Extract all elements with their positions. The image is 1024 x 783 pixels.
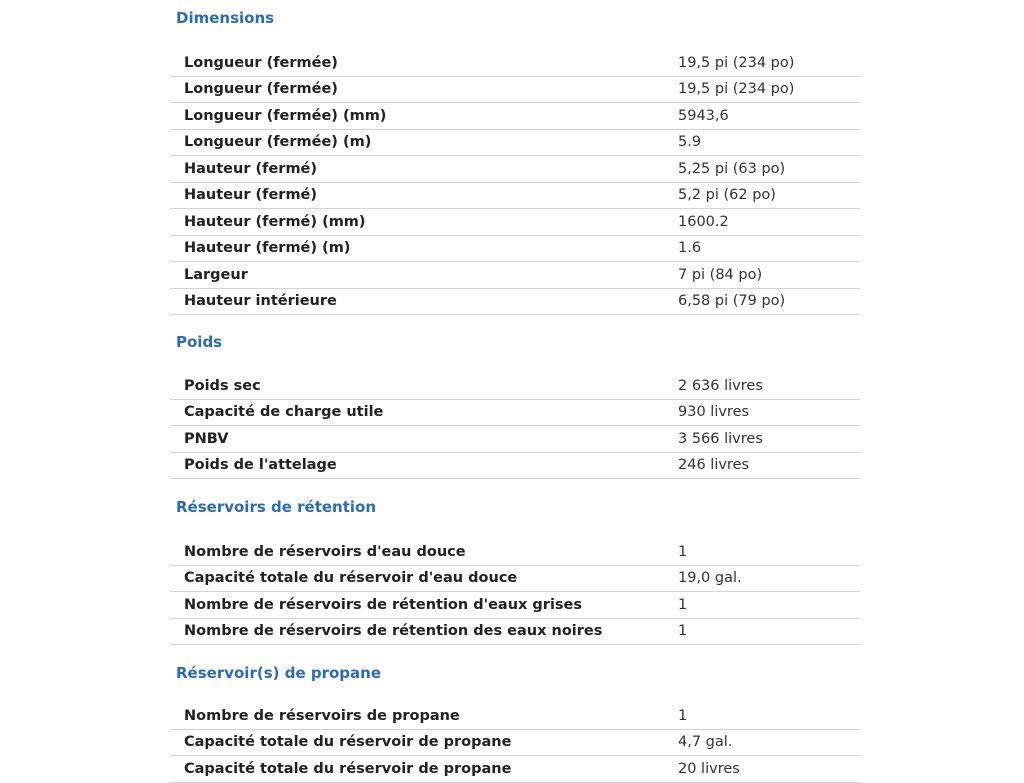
spec-sheet	[170, 0, 860, 783]
spec-label: Largeur	[184, 266, 248, 283]
spec-value: 930 livres	[678, 404, 750, 421]
section-title: Réservoir(s) de propane	[176, 664, 381, 682]
section-dimensions	[170, 0, 860, 315]
spec-row	[170, 756, 860, 783]
spec-value: 2 636 livres	[678, 377, 763, 394]
spec-label: Longueur (fermée) (mm)	[184, 107, 387, 124]
spec-value: 1	[678, 707, 688, 724]
spec-label: Nombre de réservoirs de rétention d'eaux grises	[184, 596, 583, 613]
spec-row	[170, 77, 860, 104]
spec-row	[170, 262, 860, 289]
spec-value: 20 livres	[678, 760, 740, 777]
spec-label: Nombre de réservoirs d'eau douce	[184, 543, 466, 560]
spec-value: 1600.2	[678, 213, 729, 230]
spec-value: 1	[678, 596, 688, 613]
spec-value: 5,2 pi (62 po)	[678, 187, 776, 204]
spec-row	[170, 539, 860, 566]
spec-row	[170, 209, 860, 236]
spec-label: Hauteur (fermé) (mm)	[184, 213, 366, 230]
section-reservoirs-retention	[170, 479, 860, 645]
spec-label: Capacité totale du réservoir de propane	[184, 760, 512, 777]
spec-value: 5.9	[678, 134, 702, 151]
spec-row	[170, 156, 860, 183]
spec-label: Nombre de réservoirs de propane	[184, 707, 460, 724]
spec-label: Nombre de réservoirs de rétention des eaux noires	[184, 623, 603, 640]
spec-value: 6,58 pi (79 po)	[678, 293, 786, 310]
spec-row	[170, 183, 860, 210]
spec-label: Hauteur (fermé)	[184, 187, 318, 204]
spec-table	[170, 539, 860, 645]
spec-label: Hauteur intérieure	[184, 293, 337, 310]
spec-value: 3 566 livres	[678, 430, 763, 447]
spec-table	[170, 703, 860, 783]
spec-row	[170, 130, 860, 157]
section-title: Poids	[176, 333, 223, 351]
spec-value: 1	[678, 623, 688, 640]
spec-row	[170, 400, 860, 427]
section-reservoirs-propane	[170, 645, 860, 783]
spec-label: Poids de l'attelage	[184, 457, 337, 474]
spec-row	[170, 566, 860, 593]
spec-value: 7 pi (84 po)	[678, 266, 763, 283]
spec-value: 5943,6	[678, 107, 729, 124]
spec-row	[170, 619, 860, 646]
spec-label: Capacité totale du réservoir de propane	[184, 734, 512, 751]
spec-row	[170, 703, 860, 730]
spec-label: PNBV	[184, 430, 229, 447]
section-poids	[170, 315, 860, 479]
spec-label: Capacité de charge utile	[184, 404, 384, 421]
spec-label: Longueur (fermée)	[184, 81, 338, 98]
spec-value: 1	[678, 543, 688, 560]
spec-value: 1.6	[678, 240, 702, 257]
spec-label: Hauteur (fermé) (m)	[184, 240, 351, 257]
spec-value: 19,0 gal.	[678, 570, 742, 587]
section-title: Dimensions	[176, 9, 275, 27]
spec-label: Poids sec	[184, 377, 261, 394]
spec-label: Longueur (fermée)	[184, 54, 338, 71]
spec-row	[170, 236, 860, 263]
spec-value: 5,25 pi (63 po)	[678, 160, 786, 177]
spec-label: Longueur (fermée) (m)	[184, 134, 372, 151]
spec-row	[170, 373, 860, 400]
spec-row	[170, 730, 860, 757]
spec-table	[170, 50, 860, 315]
spec-label: Capacité totale du réservoir d'eau douce	[184, 570, 518, 587]
spec-table	[170, 373, 860, 479]
section-title: Réservoirs de rétention	[176, 498, 377, 516]
spec-row	[170, 592, 860, 619]
spec-value: 19,5 pi (234 po)	[678, 81, 795, 98]
spec-label: Hauteur (fermé)	[184, 160, 318, 177]
spec-value: 246 livres	[678, 457, 750, 474]
spec-row	[170, 289, 860, 316]
spec-row	[170, 50, 860, 77]
spec-row	[170, 426, 860, 453]
spec-value: 4,7 gal.	[678, 734, 733, 751]
spec-row	[170, 453, 860, 480]
spec-value: 19,5 pi (234 po)	[678, 54, 795, 71]
spec-row	[170, 103, 860, 130]
